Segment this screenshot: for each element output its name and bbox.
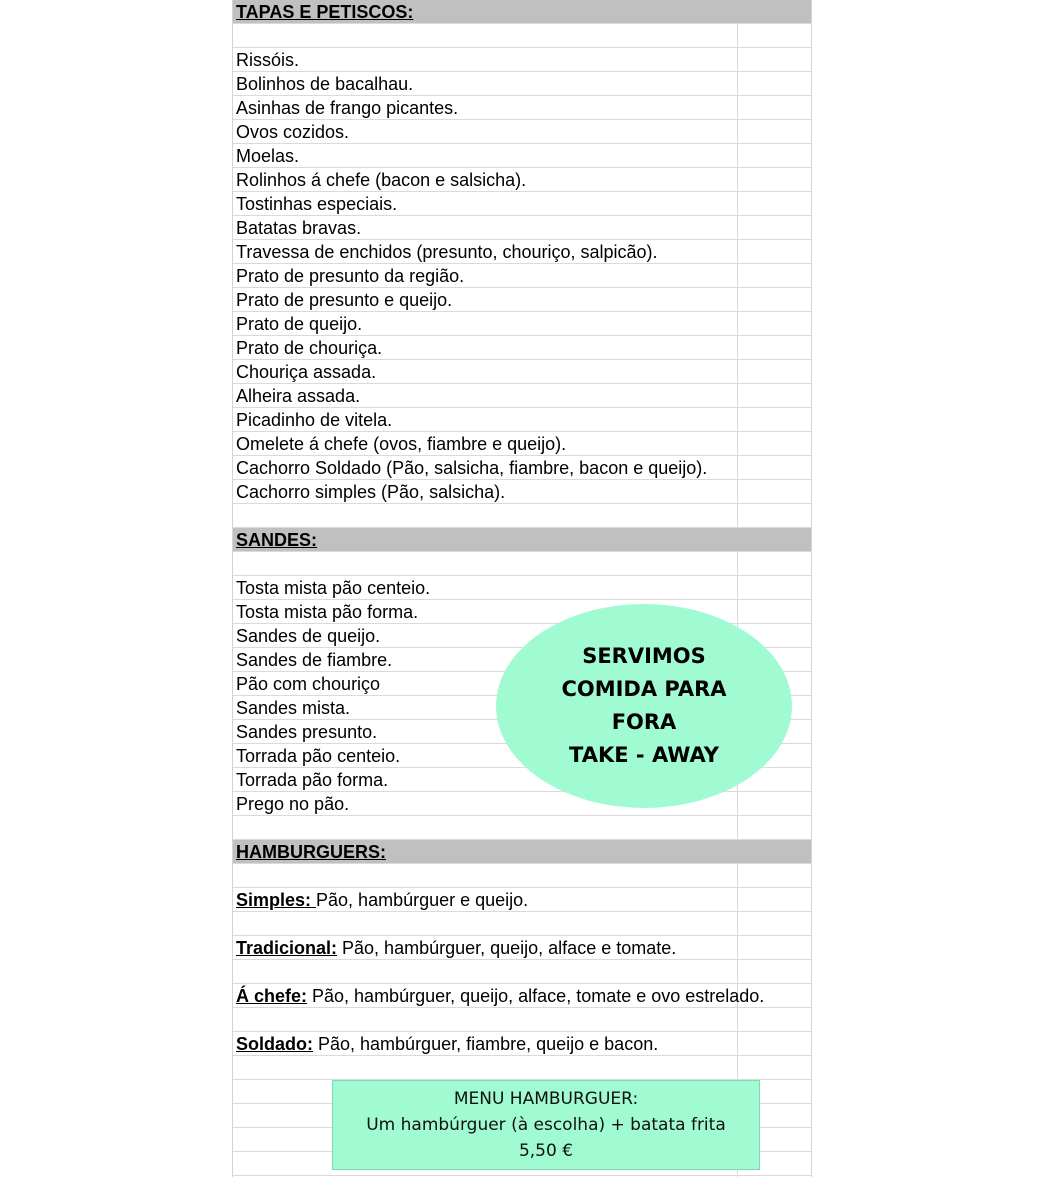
item-text: Sandes presunto. bbox=[236, 722, 378, 742]
list-item bbox=[233, 336, 811, 360]
list-item bbox=[233, 312, 811, 336]
list-item bbox=[233, 240, 811, 264]
takeaway-line: COMIDA PARA bbox=[561, 677, 727, 701]
menu-hamburger-box bbox=[332, 1080, 760, 1170]
item-text: Torrada pão forma. bbox=[236, 770, 389, 790]
item-text: Prego no pão. bbox=[236, 794, 350, 814]
list-item bbox=[233, 216, 811, 240]
section-title: SANDES: bbox=[236, 530, 318, 550]
list-item bbox=[233, 48, 811, 72]
blank-row bbox=[233, 504, 811, 528]
blank-row bbox=[233, 816, 811, 840]
list-item bbox=[233, 360, 811, 384]
list-item bbox=[233, 264, 811, 288]
burger-desc: Pão, hambúrguer, fiambre, queijo e bacon. bbox=[313, 1034, 659, 1054]
item-text: Travessa de enchidos (presunto, chouriço, salpicão). bbox=[236, 242, 658, 262]
list-item bbox=[233, 936, 811, 960]
item-text: Bolinhos de bacalhau. bbox=[236, 74, 414, 94]
list-item bbox=[233, 168, 811, 192]
menu-box-desc: Um hambúrguer (à escolha) + batata frita bbox=[366, 1115, 726, 1135]
item-text: Batatas bravas. bbox=[236, 218, 362, 238]
list-item bbox=[233, 792, 811, 816]
list-item bbox=[233, 1032, 811, 1056]
item-text: Prato de presunto da região. bbox=[236, 266, 465, 286]
takeaway-oval bbox=[496, 604, 792, 808]
item-text: Cachorro simples (Pão, salsicha). bbox=[236, 482, 506, 502]
item-text: Omelete á chefe (ovos, fiambre e queijo). bbox=[236, 434, 567, 454]
list-item bbox=[233, 288, 811, 312]
takeaway-line: FORA bbox=[611, 710, 677, 734]
item-text: Asinhas de frango picantes. bbox=[236, 98, 459, 118]
burger-name: Á chefe: bbox=[236, 986, 308, 1006]
item-text: Sandes mista. bbox=[236, 698, 351, 718]
item-text: Sandes de queijo. bbox=[236, 626, 381, 646]
list-item bbox=[233, 432, 811, 456]
blank-row bbox=[233, 552, 811, 576]
list-item bbox=[233, 144, 811, 168]
list-item bbox=[233, 888, 811, 912]
item-text: Prato de chouriça. bbox=[236, 338, 383, 358]
section-title: HAMBURGUERS: bbox=[236, 842, 386, 862]
burger-name: Simples: bbox=[236, 890, 317, 910]
section-title: TAPAS E PETISCOS: bbox=[236, 2, 414, 22]
blank-row bbox=[233, 1008, 811, 1032]
list-item bbox=[233, 984, 811, 1008]
item-text: Pão com chouriço bbox=[236, 674, 381, 694]
list-item bbox=[233, 408, 811, 432]
item-text: Sandes de fiambre. bbox=[236, 650, 393, 670]
blank-row bbox=[233, 24, 811, 48]
burger-desc: Pão, hambúrguer, queijo, alface, tomate e ovo estrelado. bbox=[307, 986, 765, 1006]
burger-name: Tradicional: bbox=[236, 938, 338, 958]
blank-row bbox=[233, 864, 811, 888]
item-text: Moelas. bbox=[236, 146, 300, 166]
item-text: Rolinhos á chefe (bacon e salsicha). bbox=[236, 170, 527, 190]
list-item bbox=[233, 576, 811, 600]
list-item bbox=[233, 480, 811, 504]
blank-row bbox=[233, 960, 811, 984]
item-text: Tostinhas especiais. bbox=[236, 194, 398, 214]
item-text: Picadinho de vitela. bbox=[236, 410, 393, 430]
burger-desc: Pão, hambúrguer, queijo, alface e tomate. bbox=[337, 938, 677, 958]
item-text: Torrada pão centeio. bbox=[236, 746, 401, 766]
menu-box-price: 5,50 € bbox=[518, 1141, 574, 1161]
blank-row bbox=[233, 912, 811, 936]
item-text: Alheira assada. bbox=[236, 386, 361, 406]
item-text: Prato de queijo. bbox=[236, 314, 363, 334]
section-header-tapas bbox=[233, 0, 811, 24]
menu-box-title: MENU HAMBURGUER: bbox=[453, 1089, 639, 1109]
burger-desc: Pão, hambúrguer e queijo. bbox=[316, 890, 529, 910]
item-text: Chouriça assada. bbox=[236, 362, 377, 382]
item-text: Tosta mista pão centeio. bbox=[236, 578, 431, 598]
list-item bbox=[233, 72, 811, 96]
list-item bbox=[233, 96, 811, 120]
item-text: Prato de presunto e queijo. bbox=[236, 290, 453, 310]
item-text: Tosta mista pão forma. bbox=[236, 602, 419, 622]
section-header-sandes bbox=[233, 528, 811, 552]
list-item bbox=[233, 384, 811, 408]
takeaway-line: SERVIMOS bbox=[582, 644, 706, 668]
burger-name: Soldado: bbox=[236, 1034, 313, 1054]
section-header-hamburgers bbox=[233, 840, 811, 864]
list-item bbox=[233, 192, 811, 216]
takeaway-line: TAKE - AWAY bbox=[569, 743, 719, 767]
item-text: Rissóis. bbox=[236, 50, 300, 70]
list-item bbox=[233, 120, 811, 144]
item-text: Cachorro Soldado (Pão, salsicha, fiambre, bacon e queijo). bbox=[236, 458, 708, 478]
item-text: Ovos cozidos. bbox=[236, 122, 350, 142]
menu-sheet bbox=[232, 0, 812, 1177]
list-item bbox=[233, 456, 811, 480]
blank-row bbox=[233, 1056, 811, 1080]
